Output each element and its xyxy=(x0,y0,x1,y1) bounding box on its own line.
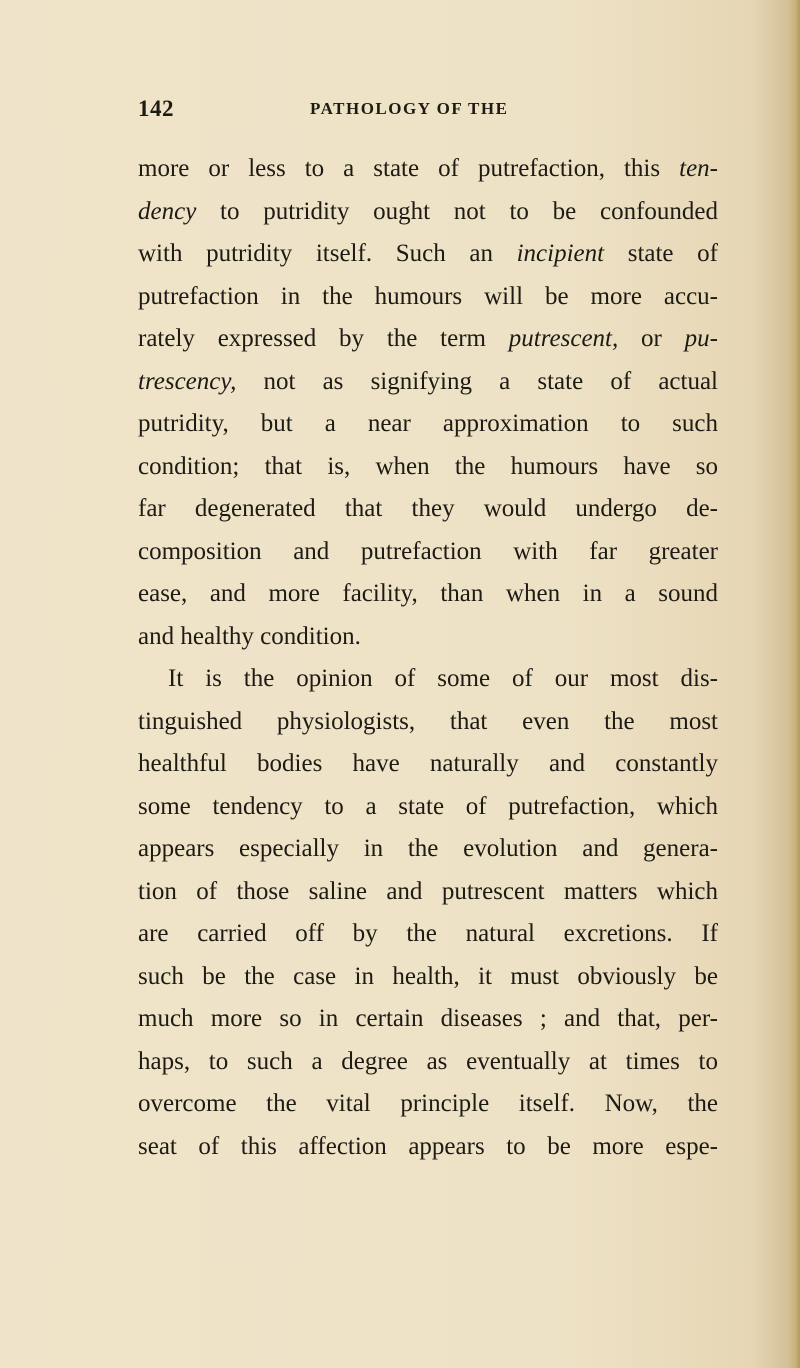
text-line: It is the opinion of some of our most dis- xyxy=(168,665,718,692)
text-line: such be the case in health, it must obviously be xyxy=(138,962,718,990)
text-line: and healthy condition. xyxy=(138,622,361,650)
text-line: composition and putrefaction with far greater xyxy=(138,537,718,565)
text-line: trescency, not as signifying a state of actual xyxy=(138,367,718,395)
text-line: tinguished physiologists, that even the most xyxy=(138,707,718,735)
body-text xyxy=(138,148,718,1168)
text-line: rately expressed by the term putrescent, or pu- xyxy=(138,325,718,352)
text-line: seat of this affection appears to be more espe- xyxy=(138,1132,718,1160)
text-line: are carried off by the natural excretions. If xyxy=(138,920,718,947)
text-line: dency to putridity ought not to be confounded xyxy=(138,197,718,225)
text-line: healthful bodies have naturally and constantly xyxy=(138,750,718,777)
text-line: with putridity itself. Such an incipient state of xyxy=(138,240,718,267)
text-line: more or less to a state of putrefaction, this ten- xyxy=(138,155,718,182)
text-line: far degenerated that they would undergo de- xyxy=(138,495,718,522)
text-line: haps, to such a degree as eventually at times to xyxy=(138,1047,718,1075)
text-line: putrefaction in the humours will be more accu- xyxy=(138,282,718,310)
text-line: much more so in certain diseases ; and that, per- xyxy=(138,1005,718,1032)
page-edge-shadow xyxy=(788,0,800,1368)
running-head-title: PATHOLOGY OF THE xyxy=(310,99,509,118)
running-head xyxy=(138,96,714,126)
text-line: tion of those saline and putrescent matters which xyxy=(138,877,718,905)
text-line: ease, and more facility, than when in a sound xyxy=(138,580,718,607)
text-line: some tendency to a state of putrefaction, which xyxy=(138,792,718,820)
page-number: 142 xyxy=(138,96,174,121)
text-line: appears especially in the evolution and genera- xyxy=(138,835,718,862)
text-line: putridity, but a near approximation to such xyxy=(138,410,718,437)
text-line: overcome the vital principle itself. Now, the xyxy=(138,1090,718,1117)
text-line: condition; that is, when the humours have so xyxy=(138,452,718,480)
